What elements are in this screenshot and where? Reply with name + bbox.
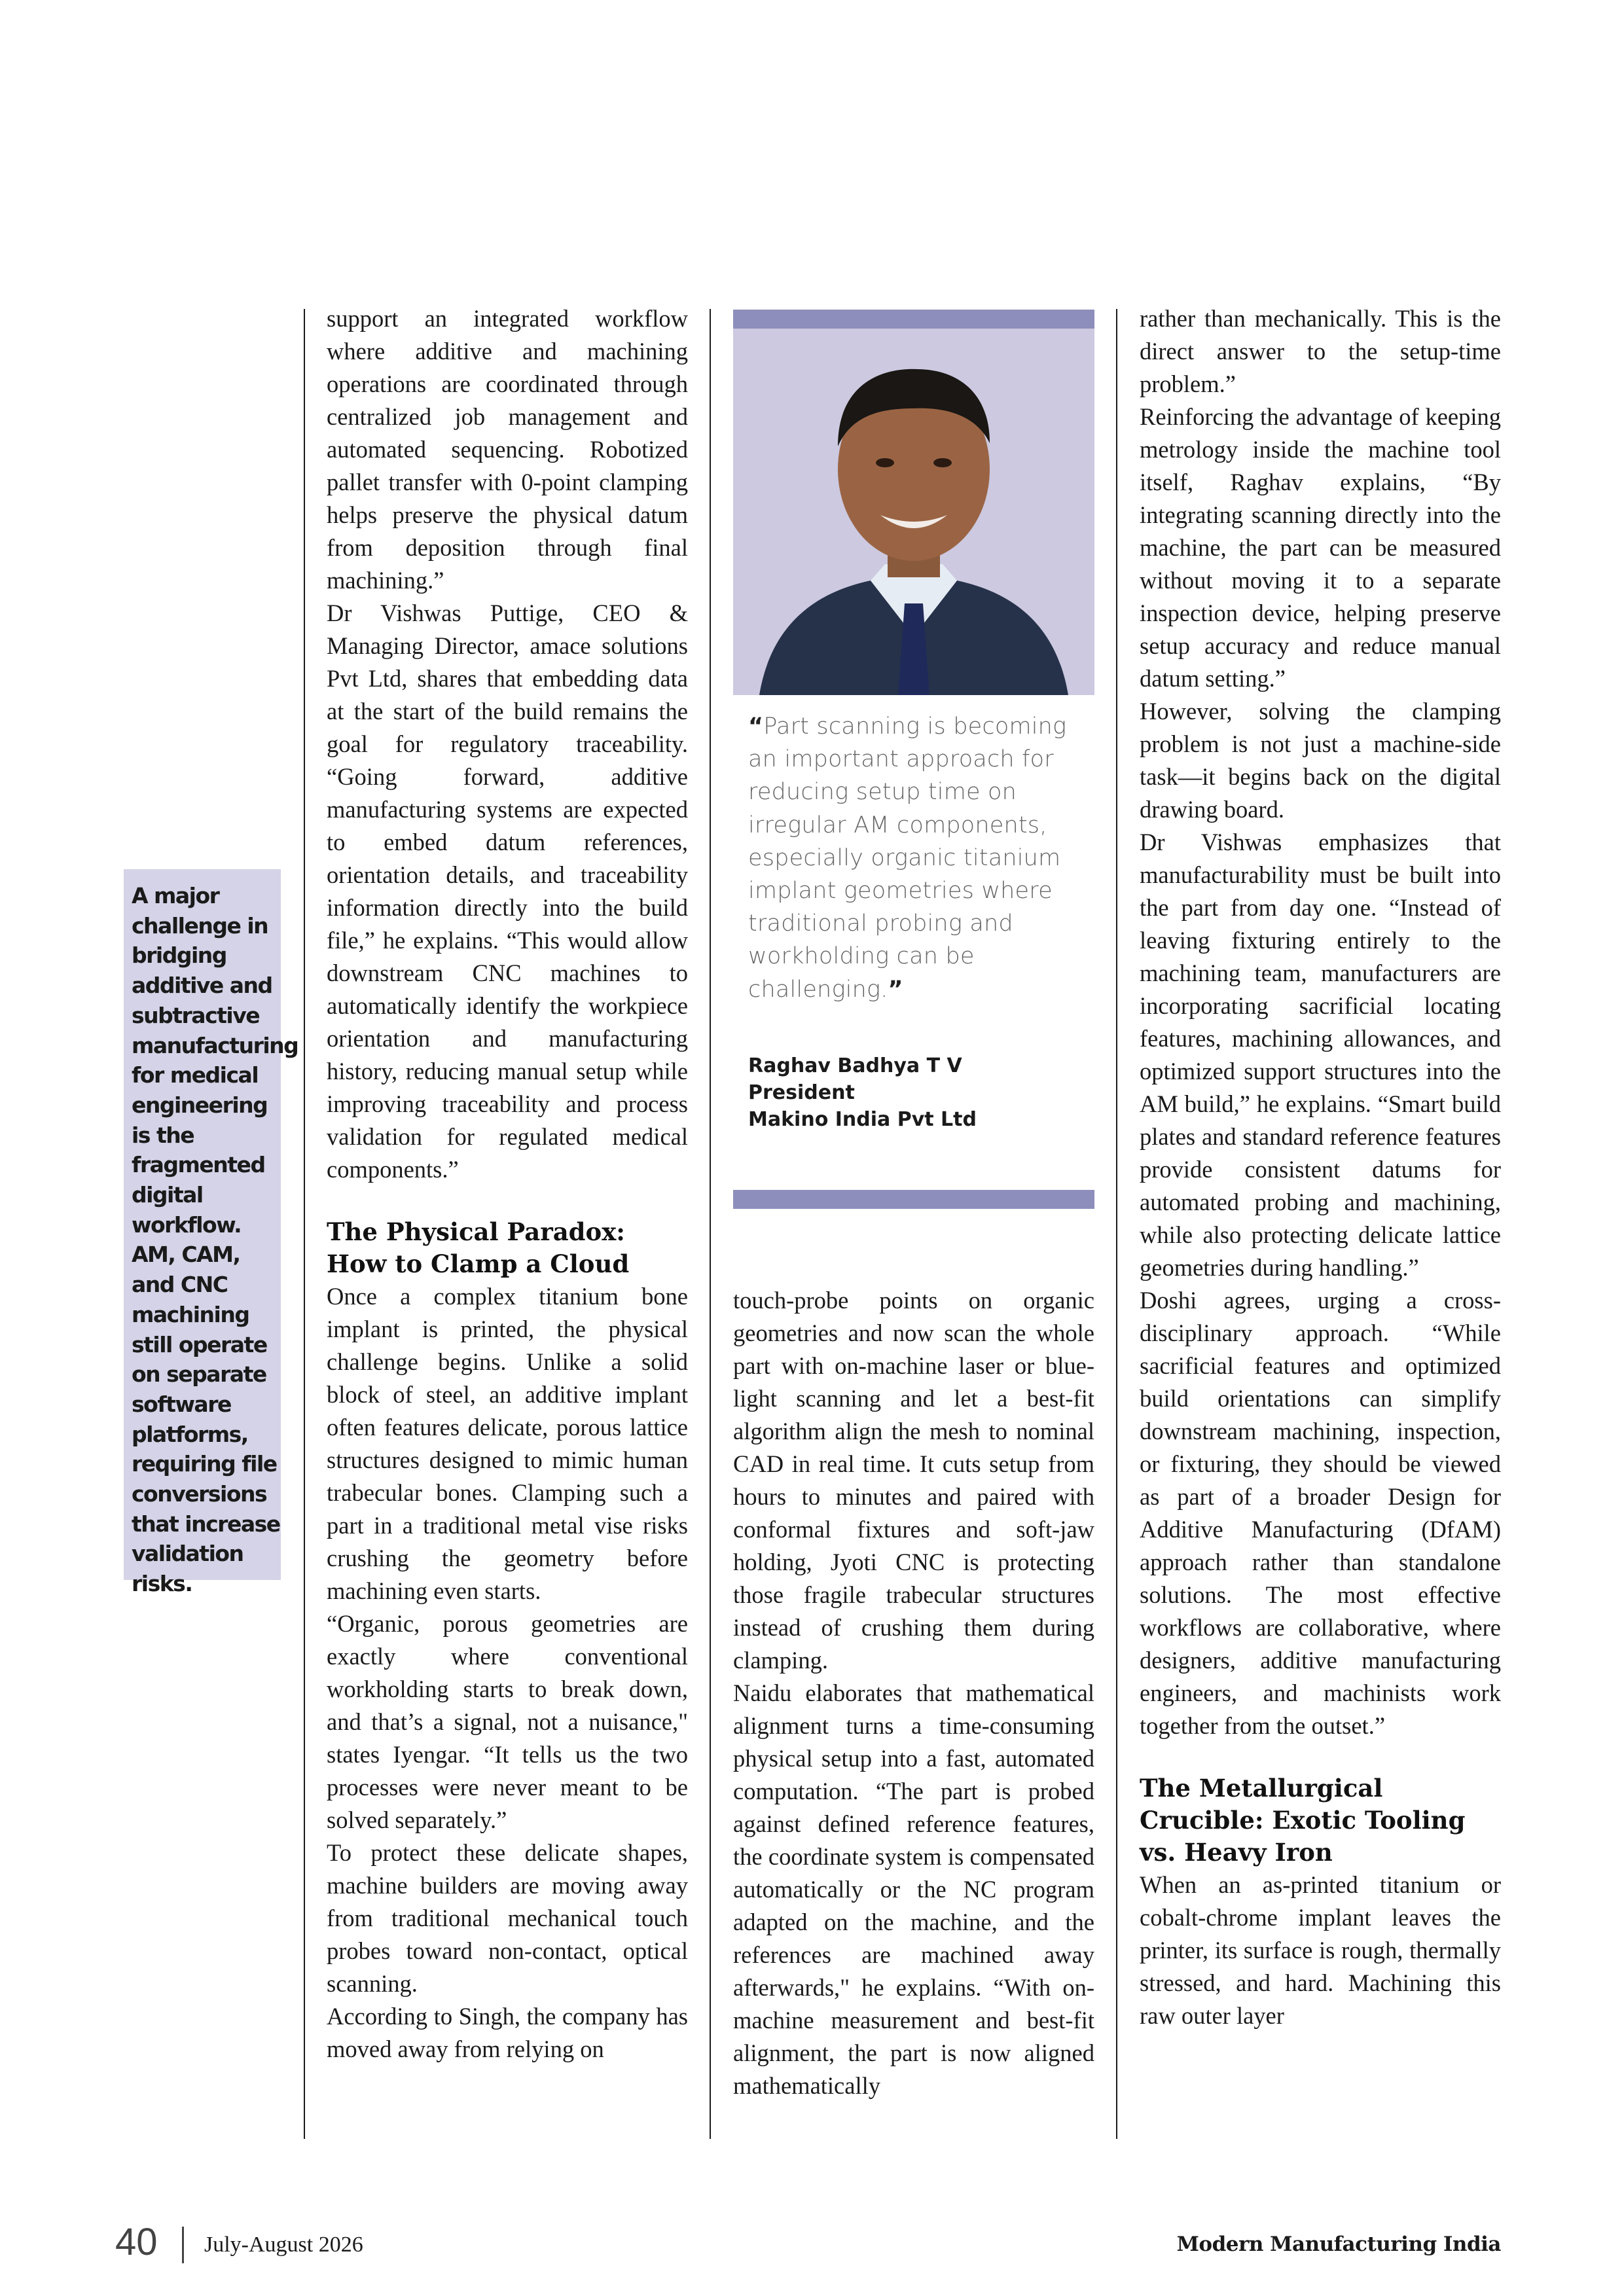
- paragraph: Dr Vishwas emphasizes that manufacturability must be built into the part from day one. “Instead of leaving fixturing entirely to the machining team, manufacturers are incorporating sacrificial locating features, machining allowances, and optimized support structures into the AM build,” he explains. “Smart build plates and standard reference features provide consistent datums for automated probing and machining, while also protecting delicate lattice geometries during handling.”: [1140, 829, 1501, 1281]
- paragraph: Once a complex titanium bone implant is printed, the physical challenge begins. Unlike a solid block of steel, an additive implant often features delicate, porous lattice structures designed to mimic human trabecular bones. Clamping such a part in a traditional metal vise risks crushing the geometry before machining even starts.: [327, 1283, 688, 1604]
- quote-top-bar: [733, 310, 1094, 329]
- issue-date: July-August 2026: [204, 2233, 363, 2257]
- portrait-illustration: [733, 329, 1094, 695]
- page-number: 40: [115, 2221, 158, 2263]
- article-column-1: [327, 302, 688, 2066]
- sidebar-callout: [124, 869, 298, 1597]
- paragraph: Naidu elaborates that mathematical alignment turns a time-consuming physical setup into a fast, automated computation. “The part is probed against defined reference features, the coordinate system is compensated automatically or the NC program adapted on the machine, and the references are machined away afterwards," he explains. “With on-machine measurement and best-fit alignment, the part is now aligned mathematically: [733, 1679, 1094, 2099]
- paragraph: Dr Vishwas Puttige, CEO & Managing Director, amace solutions Pvt Ltd, shares that embedding data at the start of the build remains the goal for regulatory traceability. “Going forward, additive manufacturing systems are expected to embed datum references, orientation details, and traceability information directly into the build file,” he explains. “This would allow downstream CNC machines to automatically identify the workpiece orientation and manufacturing history, reducing manual setup while improving traceability and process validation for regulated medical components.”: [327, 600, 688, 1183]
- attribution-company: Makino India Pvt Ltd: [748, 1108, 977, 1131]
- sidebar-text: A major challenge in bridging additive and subtractive manufacturing for medical engineering is the fragmented digital workflow. AM, CAM, and CNC machining still operate on separate software platforms, requiring file conversions that increase validation risks.: [132, 883, 298, 1597]
- pull-quote-text: Part scanning is becoming an important approach for reducing setup time on irregular AM components, especially organic titanium implant geometries where traditional probing and workholding can be challenging.: [748, 713, 1067, 1003]
- paragraph: support an integrated workflow where additive and machining operations are coordinated through centralized job management and automated sequencing. Robotized pallet transfer with 0-point clamping helps preserve the physical datum from deposition through final machining.”: [327, 305, 688, 594]
- article-column-2: [733, 1284, 1094, 2102]
- column-divider: [304, 309, 305, 2139]
- close-quote-mark: ”: [888, 976, 903, 1003]
- paragraph: Doshi agrees, urging a cross-disciplinary approach. “While sacrificial features and optimized build orientations can simplify downstream machining, inspection, or fixturing, they should be viewed as part of a broader Design for Additive Manufacturing (DfAM) approach rather than standalone solutions. The most effective workflows are collaborative, where designers, additive manufacturing engineers, and machinists work together from the outset.”: [1140, 1287, 1501, 1739]
- paragraph: To protect these delicate shapes, machine builders are moving away from traditional mechanical touch probes toward non-contact, optical scanning.: [327, 1839, 688, 1997]
- paragraph: According to Singh, the company has moved away from relying on: [327, 2003, 688, 2062]
- open-quote-mark: “: [748, 713, 764, 740]
- quote-bottom-bar: [733, 1190, 1094, 1209]
- article-column-3: [1140, 302, 1501, 2032]
- paragraph: Reinforcing the advantage of keeping metrology inside the machine tool itself, Raghav explains, “By integrating scanning directly into the machine, the part can be measured without moving it to a separate inspection device, helping preserve setup accuracy and reduce manual datum setting.”: [1140, 403, 1501, 692]
- paragraph: touch-probe points on organic geometries and now scan the whole part with on-machine laser or blue-light scanning and let a best-fit algorithm align the mesh to nominal CAD in real time. It cuts setup from hours to minutes and paired with conformal fixtures and soft-jaw holding, Jyoti CNC is protecting those fragile trabecular structures instead of crushing them during clamping.: [733, 1287, 1094, 1674]
- attribution-name: Raghav Badhya T V: [748, 1054, 962, 1077]
- portrait-photo: [733, 329, 1094, 695]
- section-heading: The Physical Paradox: How to Clamp a Cloud: [327, 1217, 630, 1278]
- attribution-title: President: [748, 1081, 855, 1104]
- column-divider: [710, 309, 711, 2139]
- publication-name: Modern Manufacturing India: [1176, 2233, 1501, 2256]
- footer-divider: [182, 2227, 184, 2263]
- paragraph: rather than mechanically. This is the direct answer to the setup-time problem.”: [1140, 305, 1501, 397]
- paragraph: “Organic, porous geometries are exactly where conventional workholding starts to break down, and that’s a signal, not a nuisance," states Iyengar. “It tells us the two processes were never meant to be solved separately.”: [327, 1610, 688, 1833]
- column-divider: [1116, 309, 1117, 2139]
- paragraph: However, solving the clamping problem is not just a machine-side task—it begins back on the digital drawing board.: [1140, 698, 1501, 823]
- section-heading: The Metallurgical Crucible: Exotic Tooling vs. Heavy Iron: [1140, 1774, 1466, 1867]
- pull-quote: [748, 710, 1089, 1006]
- paragraph: When an as-printed titanium or cobalt-chrome implant leaves the printer, its surface is rough, thermally stressed, and hard. Machining this raw outer layer: [1140, 1871, 1501, 2029]
- quote-attribution: [748, 1052, 1089, 1133]
